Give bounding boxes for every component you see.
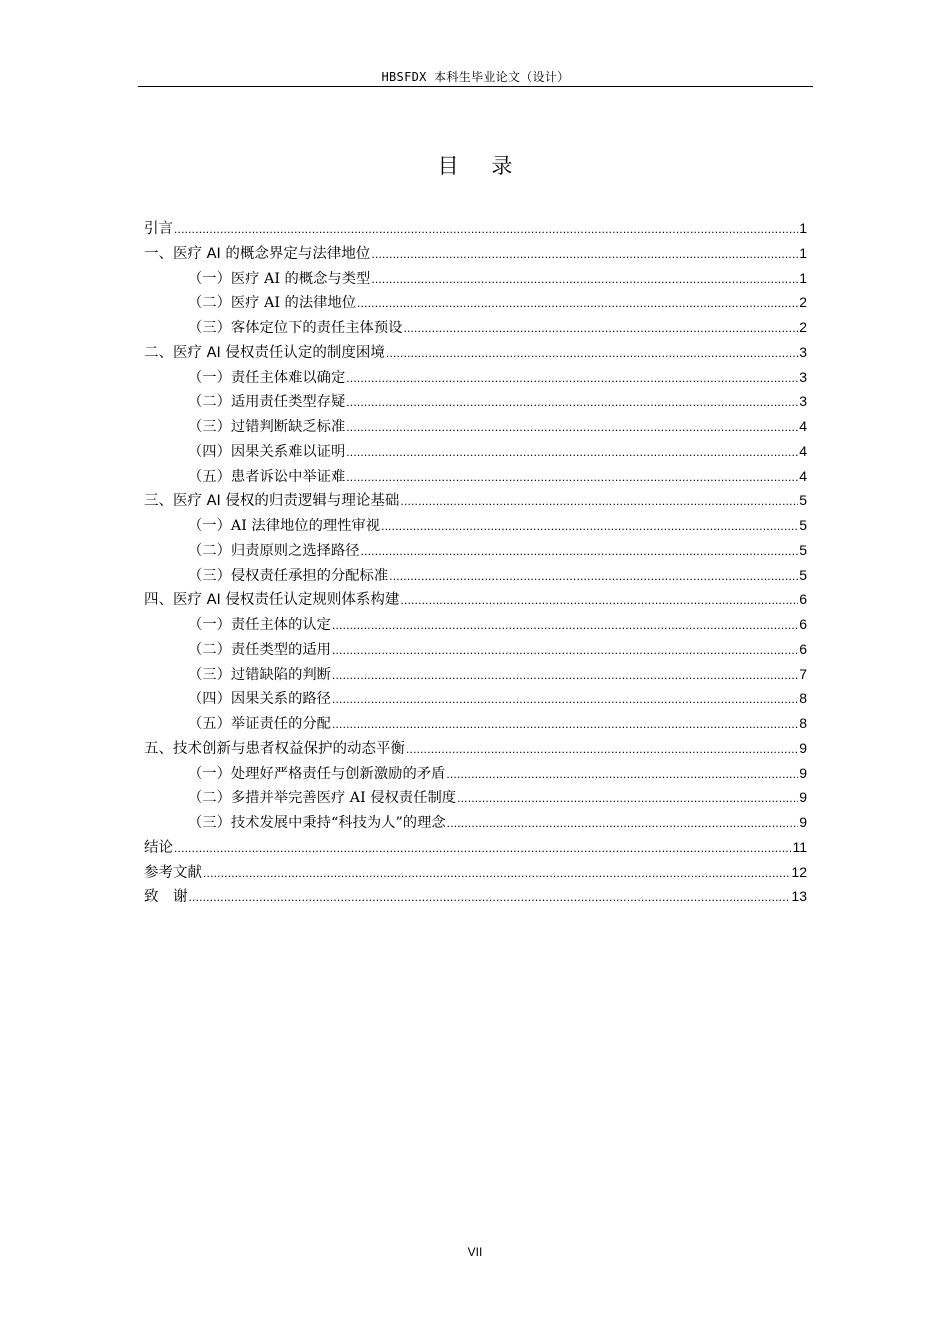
toc-entry-page: 4 [799,418,807,434]
toc-entry-title: 引言 [144,221,173,237]
toc-entry-page: 11 [792,838,807,855]
toc-entry-page: 8 [799,690,807,707]
toc-entry-title: 四、医疗 AI 侵权责任认定规则体系构建 [144,592,400,609]
toc-entry-section[interactable] [144,389,807,414]
toc-dot-leader [332,712,798,737]
toc-entry-page: 5 [799,517,807,533]
header-rule [138,86,813,87]
toc-dot-leader [446,762,798,787]
toc-entry-section[interactable] [144,315,807,340]
toc-entry-section[interactable] [144,538,807,563]
toc-entry-page: 3 [799,368,807,385]
toc-dot-leader [346,390,798,415]
toc-entry-section[interactable] [144,810,807,835]
toc-entry-chapter[interactable] [144,860,807,885]
toc-entry-title: （一）处理好严格责任与创新激励的矛盾 [188,765,446,782]
page-number: VII [467,1245,483,1259]
toc-title: 目 录 [437,154,513,178]
toc-entry-section[interactable] [144,563,807,588]
toc-entry-page: 9 [799,789,807,806]
toc-dot-leader [346,465,798,490]
toc-entry-title: 二、医疗 AI 侵权责任认定的制度困境 [144,344,385,361]
toc-entry-page: 2 [799,294,807,311]
toc-entry-page: 13 [791,888,807,905]
toc-entry-title: （二）归责原则之选择路径 [188,542,360,559]
toc-dot-leader [371,242,798,267]
toc-entry-title: （二）多措并举完善医疗 AI 侵权责任制度 [188,790,457,807]
toc-entry-title: 结论 [144,839,173,856]
toc-entry-title: （一）AI 法律地位的理性审视 [188,518,381,534]
toc-entry-page: 6 [799,591,807,608]
toc-entry-page: 4 [799,442,807,459]
toc-entry-page: 9 [799,764,807,781]
toc-dot-leader [203,861,790,886]
toc-dot-leader [174,217,798,242]
toc-entry-title: （五）举证责任的分配 [188,716,331,732]
toc-entry-title: （二）责任类型的适用 [188,641,331,658]
toc-entry-section[interactable] [144,464,807,489]
toc-entry-page: 9 [799,739,807,756]
toc-dot-leader [400,588,798,613]
toc-entry-title: （四）因果关系的路径 [188,691,331,708]
toc-entry-section[interactable] [144,686,807,711]
toc-entry-section[interactable] [144,612,807,637]
toc-entry-title: （一）责任主体的认定 [188,617,331,633]
toc-dot-leader [174,836,791,861]
toc-entry-title: 五、技术创新与患者权益保护的动态平衡 [144,740,405,757]
toc-entry-title: （三）侵权责任承担的分配标准 [188,567,389,584]
toc-entry-section[interactable] [144,662,807,687]
toc-dot-leader [332,638,798,663]
toc-entry-page: 9 [799,814,807,830]
toc-entry-chapter[interactable] [144,736,807,761]
toc-entry-title: 三、医疗 AI 侵权的归责逻辑与理论基础 [144,493,400,510]
toc-entry-title: （一）责任主体难以确定 [188,369,346,386]
toc-entry-page: 6 [799,640,807,657]
toc-dot-leader [371,267,798,292]
toc-entry-page: 3 [799,393,807,410]
toc-entry-section[interactable] [144,785,807,810]
toc-entry-section[interactable] [144,414,807,439]
toc-entry-title: （三）客体定位下的责任主体预设 [188,320,403,336]
toc-dot-leader [346,415,798,440]
toc-dot-leader [332,663,798,688]
toc-dot-leader [381,514,798,539]
toc-entry-page: 5 [799,541,807,558]
toc-entry-chapter[interactable] [144,340,807,365]
toc-entry-title: （一）医疗 AI 的概念与类型 [188,270,371,287]
toc-dot-leader [357,291,798,316]
toc-entry-title: （四）因果关系难以证明 [188,443,346,460]
toc-entry-page: 3 [799,343,807,360]
toc-dot-leader [361,539,799,564]
toc-entry-page: 8 [799,715,807,731]
toc-entry-page: 7 [799,665,807,682]
toc-dot-leader [457,786,798,811]
toc-entry-title: （三）过错缺陷的判断 [188,666,331,683]
toc-entry-section[interactable] [144,439,807,464]
toc-entry-chapter[interactable] [144,241,807,266]
toc-entry-section[interactable] [144,711,807,736]
toc-entry-title: （二）医疗 AI 的法律地位 [188,295,357,312]
toc-entry-section[interactable] [144,637,807,662]
toc-dot-leader [346,366,798,391]
toc-entry-page: 1 [799,244,807,261]
toc-entry-title: （五）患者诉讼中举证难 [188,468,346,485]
toc-entry-page: 5 [799,566,807,583]
toc-entry-title: （三）过错判断缺乏标准 [188,419,346,435]
page-header: HBSFDX 本科生毕业论文（设计） [381,70,570,84]
toc-dot-leader [189,885,791,910]
toc-dot-leader [406,737,798,762]
toc-entry-page: 5 [799,492,807,509]
toc-dot-leader [447,811,799,836]
toc-entry-page: 6 [799,616,807,632]
toc-dot-leader [386,341,798,366]
toc-entry-section[interactable] [144,266,807,291]
toc-entry-page: 2 [799,319,807,335]
toc-dot-leader [403,316,798,341]
toc-entry-title: （三）技术发展中秉持“科技为人”的理念 [188,815,446,831]
toc-entry-chapter[interactable] [144,216,807,241]
toc-entry-section[interactable] [144,761,807,786]
toc-entry-chapter[interactable] [144,488,807,513]
toc-entry-section[interactable] [144,513,807,538]
toc-dot-leader [332,613,798,638]
toc-entry-page: 1 [799,220,807,236]
toc-dot-leader [332,687,798,712]
toc-entry-title: 致 谢 [144,889,188,906]
toc-entry-section[interactable] [144,290,807,315]
toc-dot-leader [389,564,798,589]
toc-entry-chapter[interactable] [144,587,807,612]
toc-entry-page: 12 [791,863,807,880]
toc-dot-leader [346,440,798,465]
toc-entry-section[interactable] [144,365,807,390]
toc-dot-leader [400,489,798,514]
toc-entry-page: 1 [799,269,807,286]
table-of-contents [144,216,807,909]
toc-entry-title: （二）适用责任类型存疑 [188,394,346,411]
toc-entry-title: 参考文献 [144,864,202,881]
toc-entry-title: 一、医疗 AI 的概念界定与法律地位 [144,245,371,262]
toc-entry-page: 4 [799,467,807,484]
toc-entry-chapter[interactable] [144,835,807,860]
toc-entry-chapter[interactable] [144,884,807,909]
